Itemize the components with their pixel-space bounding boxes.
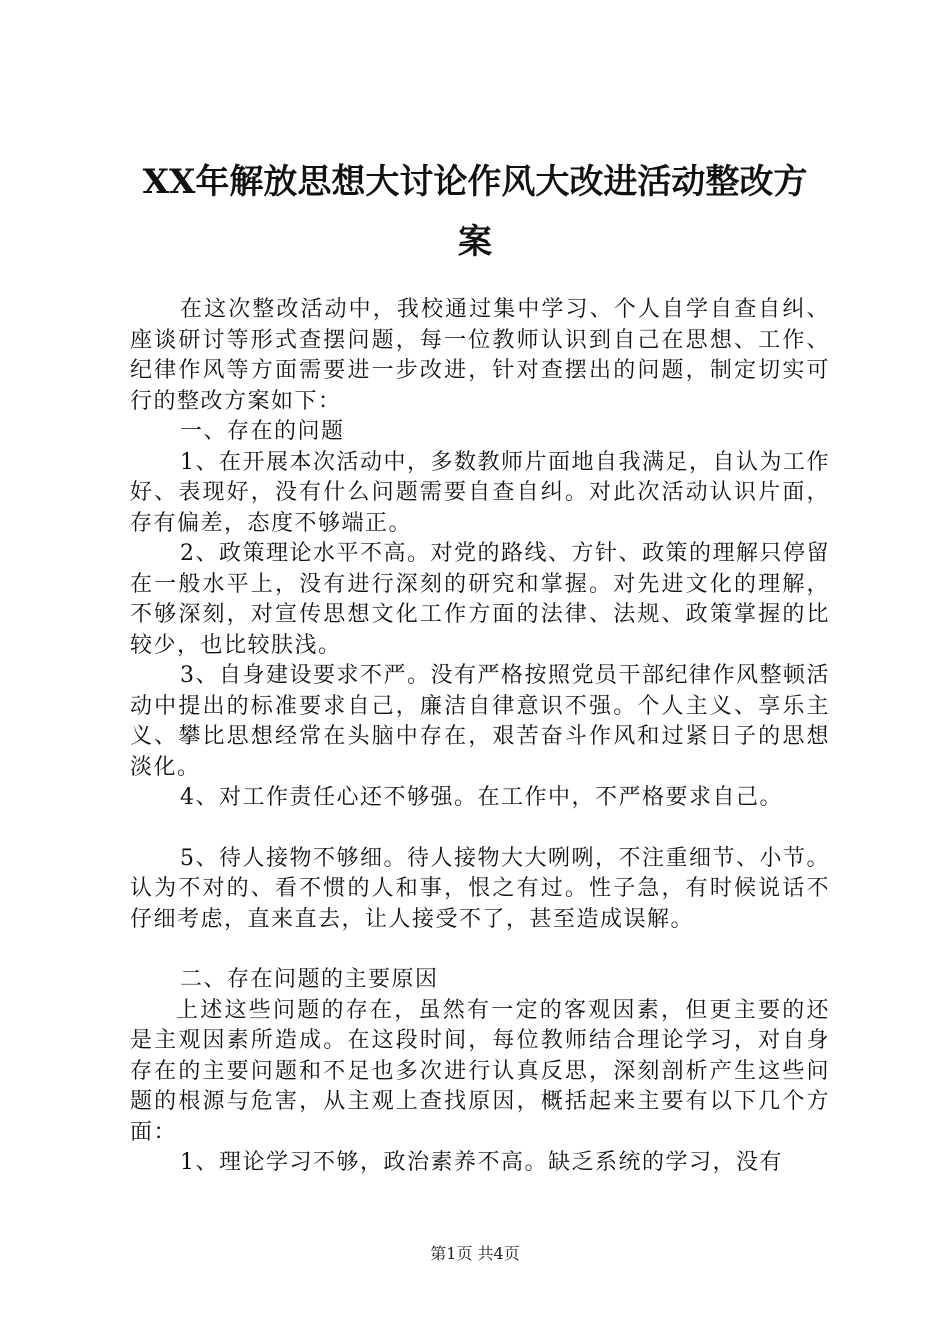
page-number-footer: 第1页 共4页	[430, 1244, 520, 1263]
problem-item-5: 5、待人接物不够细。待人接物大大咧咧，不注重细节、小节。认为不对的、看不惯的人和事，恨之有过。性子急，有时候说话不仔细考虑，直来直去，让人接受不了，甚至造成误解。	[130, 845, 830, 932]
document-body	[130, 295, 830, 1179]
document-title-line-1: XX年解放思想大讨论作风大改进活动整改方	[142, 162, 808, 202]
causes-paragraph: 上述这些问题的存在，虽然有一定的客观因素，但更主要的还是主观因素所造成。在这段时间，每位教师结合理论学习，对自身存在的主要问题和不足也多次进行认真反思，深刻剖析产生这些问题的根源与危害，从主观上查找原因，概括起来主要有以下几个方面：	[130, 997, 830, 1145]
document-title-line-2: 案	[458, 222, 492, 262]
cause-item-1: 1、理论学习不够，政治素养不高。缺乏系统的学习，没有	[180, 1150, 783, 1175]
problem-item-1: 1、在开展本次活动中，多数教师片面地自我满足，自认为工作好、表现好，没有什么问题需要自查自纠。对此次活动认识片面，存有偏差，态度不够端正。	[130, 449, 830, 536]
problem-item-2: 2、政策理论水平不高。对党的路线、方针、政策的理解只停留在一般水平上，没有进行深刻的研究和掌握。对先进文化的理解，不够深刻，对宣传思想文化工作方面的法律、法规、政策掌握的比较少，也比较肤浅。	[130, 541, 830, 658]
section-heading-problems: 一、存在的问题	[180, 419, 345, 444]
intro-paragraph: 在这次整改活动中，我校通过集中学习、个人自学自查自纠、座谈研讨等形式查摆问题，每一位教师认识到自己在思想、工作、纪律作风等方面需要进一步改进，针对查摆出的问题，制定切实可行的整改方案如下：	[130, 297, 830, 414]
problem-item-3: 3、自身建设要求不严。没有严格按照党员干部纪律作风整顿活动中提出的标准要求自己，廉洁自律意识不强。个人主义、享乐主义、攀比思想经常在头脑中存在，艰苦奋斗作风和过紧日子的思想淡化。	[130, 663, 830, 780]
section-heading-causes: 二、存在问题的主要原因	[180, 967, 439, 992]
problem-item-4: 4、对工作责任心还不够强。在工作中，不严格要求自己。	[180, 785, 783, 810]
